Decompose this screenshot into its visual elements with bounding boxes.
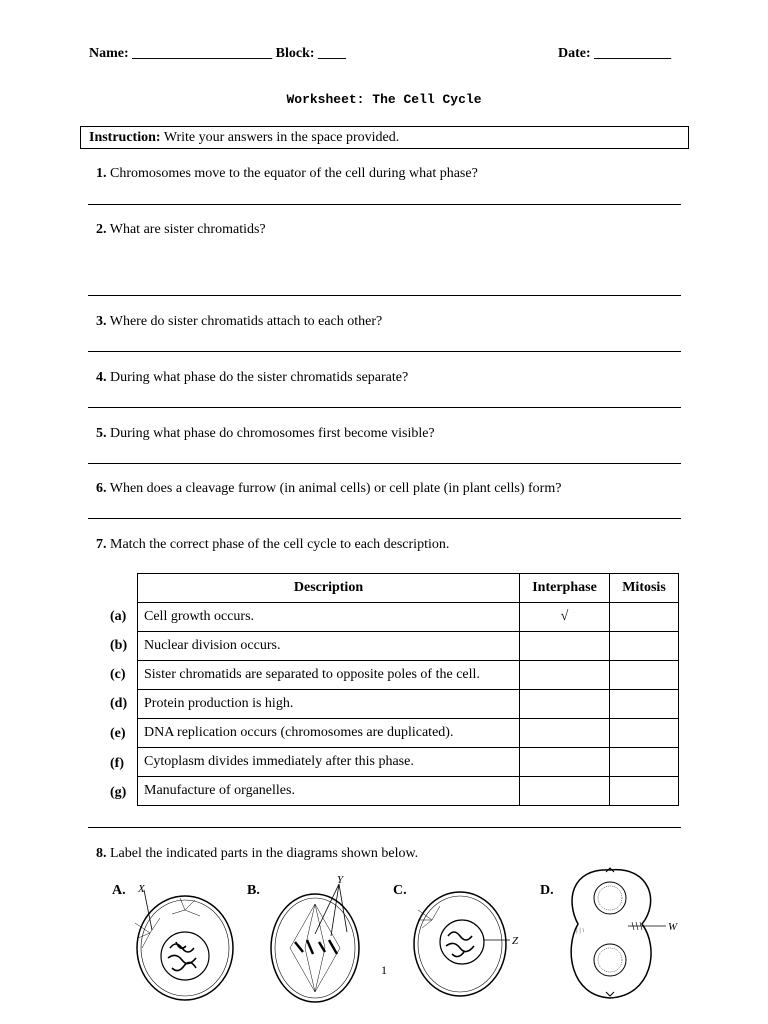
mitosis-cell[interactable] bbox=[610, 777, 679, 806]
diagram-label-b: B. bbox=[247, 883, 260, 898]
cell-diagram-b bbox=[265, 872, 375, 1024]
table-row bbox=[138, 690, 679, 719]
table-row bbox=[138, 661, 679, 690]
diagram-label-c: C. bbox=[393, 883, 407, 898]
description-cell: Protein production is high. bbox=[138, 690, 520, 719]
answer-line-1[interactable] bbox=[88, 204, 681, 205]
question-6 bbox=[96, 481, 561, 497]
description-cell: DNA replication occurs (chromosomes are duplicated). bbox=[138, 719, 520, 748]
table-row bbox=[138, 748, 679, 777]
table-row bbox=[138, 719, 679, 748]
interphase-cell[interactable] bbox=[520, 690, 610, 719]
question-number: 7. bbox=[96, 537, 107, 552]
description-cell: Cytoplasm divides immediately after this phase. bbox=[138, 748, 520, 777]
name-blank[interactable]: ____________________ bbox=[132, 46, 273, 61]
name-line bbox=[89, 46, 346, 62]
row-label: (a) bbox=[110, 609, 127, 624]
phase-matching-table bbox=[137, 573, 679, 806]
block-blank[interactable]: ____ bbox=[318, 46, 347, 61]
page-number: 1 bbox=[381, 963, 387, 977]
interphase-cell[interactable] bbox=[520, 748, 610, 777]
cell-diagram-a bbox=[130, 878, 240, 1024]
row-label: (d) bbox=[110, 696, 128, 711]
diagram-label-d: D. bbox=[540, 883, 554, 898]
row-label: (f) bbox=[110, 756, 124, 771]
question-text: Match the correct phase of the cell cycle to each description. bbox=[110, 537, 450, 552]
interphase-cell[interactable] bbox=[520, 632, 610, 661]
question-text: During what phase do the sister chromatids separate? bbox=[110, 370, 409, 385]
pointer-z: Z bbox=[512, 935, 519, 947]
svg-text:| | \: | | \ bbox=[576, 928, 584, 934]
answer-line-4[interactable] bbox=[88, 407, 681, 408]
interphase-cell[interactable] bbox=[520, 661, 610, 690]
instruction-box bbox=[80, 126, 689, 149]
mitosis-cell[interactable] bbox=[610, 748, 679, 777]
question-2 bbox=[96, 222, 266, 238]
mitosis-cell[interactable] bbox=[610, 719, 679, 748]
pointer-y: Y bbox=[337, 874, 344, 886]
answer-line-7[interactable] bbox=[88, 827, 681, 828]
question-number: 4. bbox=[96, 370, 107, 385]
description-cell: Cell growth occurs. bbox=[138, 603, 520, 632]
table-header-row bbox=[138, 574, 679, 603]
cell-diagram-c bbox=[408, 884, 528, 1024]
description-cell: Nuclear division occurs. bbox=[138, 632, 520, 661]
question-7 bbox=[96, 537, 449, 553]
table-row bbox=[138, 777, 679, 806]
cell-diagram-d bbox=[560, 862, 685, 1024]
mitosis-cell[interactable] bbox=[610, 632, 679, 661]
worksheet-title: Worksheet: The Cell Cycle bbox=[286, 92, 482, 107]
description-cell: Sister chromatids are separated to opposite poles of the cell. bbox=[138, 661, 520, 690]
question-text: What are sister chromatids? bbox=[109, 222, 266, 237]
question-text: During what phase do chromosomes first become visible? bbox=[110, 426, 435, 441]
table-row bbox=[138, 632, 679, 661]
instruction-label: Instruction: bbox=[89, 130, 161, 145]
block-label: Block: bbox=[275, 46, 315, 61]
date-line bbox=[558, 46, 671, 62]
question-text: Chromosomes move to the equator of the cell during what phase? bbox=[110, 166, 478, 181]
question-text: Label the indicated parts in the diagrams shown below. bbox=[110, 846, 419, 861]
question-4 bbox=[96, 370, 408, 386]
pointer-w: W bbox=[668, 921, 678, 933]
question-number: 1. bbox=[96, 166, 107, 181]
question-3 bbox=[96, 314, 382, 330]
answer-line-2[interactable] bbox=[88, 295, 681, 296]
date-label: Date: bbox=[558, 46, 591, 61]
mitosis-cell[interactable] bbox=[610, 690, 679, 719]
question-8 bbox=[96, 846, 418, 862]
interphase-cell[interactable] bbox=[520, 719, 610, 748]
row-label: (g) bbox=[110, 785, 127, 800]
date-blank[interactable]: ___________ bbox=[594, 46, 672, 61]
description-cell: Manufacture of organelles. bbox=[138, 777, 520, 806]
question-text: When does a cleavage furrow (in animal cells) or cell plate (in plant cells) form? bbox=[109, 481, 562, 496]
instruction-text: Write your answers in the space provided. bbox=[163, 130, 400, 145]
question-number: 2. bbox=[96, 222, 107, 237]
question-1 bbox=[96, 166, 478, 182]
answer-line-5[interactable] bbox=[88, 463, 681, 464]
question-text: Where do sister chromatids attach to each other? bbox=[109, 314, 383, 329]
table-row bbox=[138, 603, 679, 632]
question-number: 3. bbox=[96, 314, 107, 329]
row-label: (b) bbox=[110, 638, 128, 653]
question-number: 8. bbox=[96, 846, 107, 861]
answer-line-6[interactable] bbox=[88, 518, 681, 519]
diagram-label-a: A. bbox=[112, 883, 126, 898]
question-number: 5. bbox=[96, 426, 107, 441]
interphase-cell[interactable]: √ bbox=[520, 603, 610, 632]
row-label: (c) bbox=[110, 667, 126, 682]
answer-line-3[interactable] bbox=[88, 351, 681, 352]
header-description: Description bbox=[138, 574, 520, 603]
mitosis-cell[interactable] bbox=[610, 661, 679, 690]
interphase-cell[interactable] bbox=[520, 777, 610, 806]
question-number: 6. bbox=[96, 481, 107, 496]
pointer-x: X bbox=[138, 883, 145, 895]
name-label: Name: bbox=[89, 46, 129, 61]
mitosis-cell[interactable] bbox=[610, 603, 679, 632]
question-5 bbox=[96, 426, 435, 442]
header-interphase: Interphase bbox=[520, 574, 610, 603]
header-mitosis: Mitosis bbox=[610, 574, 679, 603]
row-label: (e) bbox=[110, 726, 126, 741]
